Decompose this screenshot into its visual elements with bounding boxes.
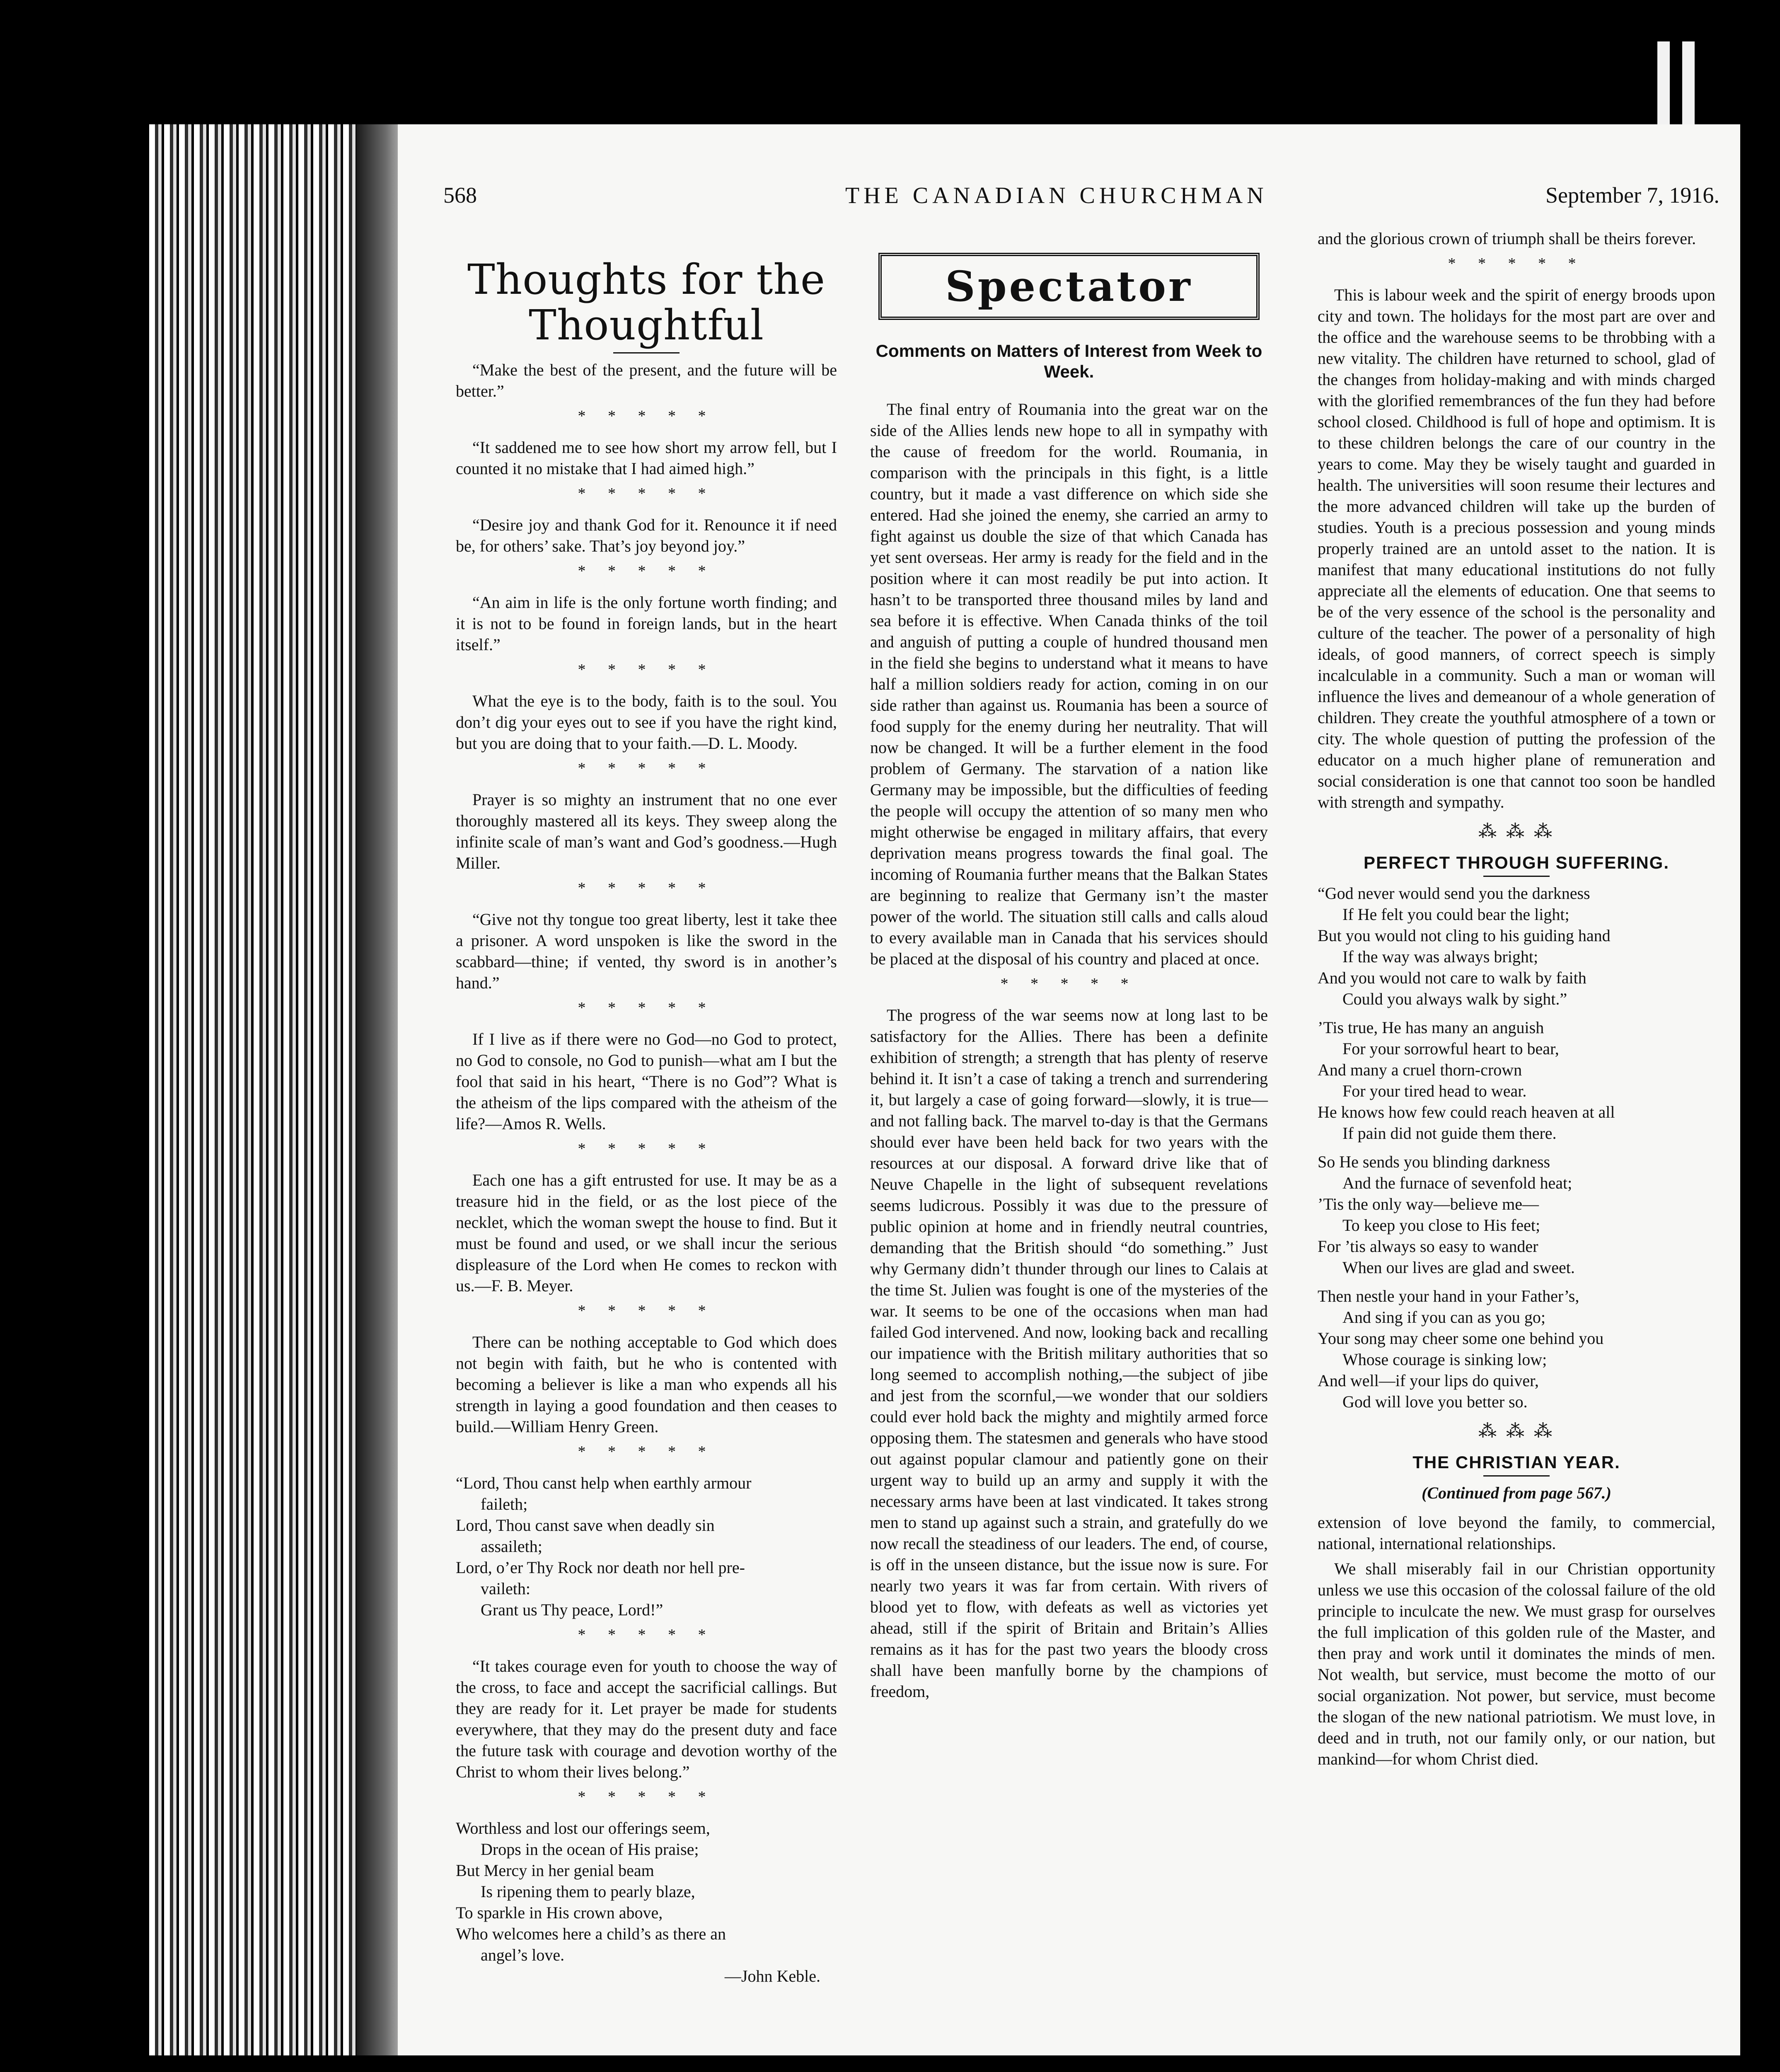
article-paragraph: This is labour week and the spirit of energy broods upon city and town. The holidays for the most part are over and the office and the warehouse seems to be throbbing with a new vitality. The children have returned to school, glad of the changes from holiday-making and with minds charged with the glorified remembrances of the fun they had before school closed. Childhood is full of hope and optimism. It is to these children belongs the care of our country in the years to come. May they be wisely taught and guarded in health. The universities will soon resume their lectures and the more advanced children will take up the burden of studies. Youth is a precious possession and young minds properly trained are an untold asset to the nation. It is manifest that many educational institutions do not fully appreciate all the elements of education. One that seems to be of the very essence of the school is the personality and culture of the teacher. The power of a personality of high ideals, of good manners, of correct speech is simply incalculable in a community. Such a man or woman will influence the lives and demeanour of a whole generation of children. They create the youthful atmosphere of a town or city. The whole question of putting the profession of the educator on a much higher plane of remuneration and social consideration is one that cannot too soon be handled with strength and sympathy. [1318, 286, 1715, 811]
article-paragraph: and the glorious crown of triumph shall be theirs forever. [1318, 229, 1696, 248]
star-separator: * * * * * [578, 760, 715, 777]
divider [613, 352, 680, 353]
poem-line: vaileth: [481, 1579, 530, 1598]
poem-line: To sparkle in His crown above, [456, 1903, 663, 1922]
star-separator: * * * * * [578, 1140, 715, 1157]
quote: “An aim in life is the only fortune worth finding; and it is not to be found in foreign lands, but in the heart itself.” [456, 593, 837, 654]
poem-line: Whose courage is sinking low; [1342, 1350, 1547, 1369]
poem-line: To keep you close to His feet; [1342, 1216, 1541, 1234]
divider [1483, 1475, 1550, 1477]
poem-line: Is ripening them to pearly blaze, [481, 1882, 695, 1901]
poem-line: God will love you better so. [1342, 1392, 1528, 1411]
poem-line: For your tired head to wear. [1342, 1082, 1527, 1100]
spectator-heading: Spectator [878, 253, 1260, 320]
article-paragraph: extension of love beyond the family, to commercial, national, international relationships. [1318, 1513, 1715, 1553]
poem-line: ’Tis true, He has many an anguish [1318, 1018, 1544, 1037]
poem-line: Then nestle your hand in your Father’s, [1318, 1287, 1579, 1305]
poem-line: For ’tis always so easy to wander [1318, 1237, 1538, 1256]
poem-line: If He felt you could bear the light; [1342, 905, 1570, 924]
book-page-edges [149, 124, 365, 2055]
poem-line: angel’s love. [481, 1946, 565, 1964]
poem-title: PERFECT THROUGH SUFFERING. [1363, 853, 1669, 872]
poem-line: And sing if you can as you go; [1342, 1308, 1545, 1326]
poem-line: And many a cruel thorn-crown [1318, 1060, 1522, 1079]
issue-date: September 7, 1916. [1545, 183, 1720, 208]
poem-line: And well—if your lips do quiver, [1318, 1371, 1539, 1390]
poem-line: Worthless and lost our offerings seem, [456, 1819, 710, 1837]
quote: Each one has a gift entrusted for use. It may be as a treasure hid in the field, or as the lost piece of the necklet, which the woman swept the house to find. But it must be found and used, or we shall incur the serious displeasure of the Lord when He comes to reckon with us.—F. B. Meyer. [456, 1171, 837, 1295]
star-separator: * * * * * [578, 1302, 715, 1319]
poem-line: Could you always walk by sight.” [1342, 990, 1567, 1008]
ornament-separator: ⁂ ⁂ ⁂ [1478, 821, 1555, 842]
star-separator: * * * * * [578, 661, 715, 678]
continued-note: (Continued from page 567.) [1422, 1484, 1611, 1502]
keble-poem [456, 1818, 837, 1965]
poem-line: When our lives are glad and sweet. [1342, 1258, 1575, 1277]
page-number: 568 [443, 183, 477, 208]
poem-attribution: —John Keble. [724, 1967, 820, 1985]
poem-line: Grant us Thy peace, Lord!” [481, 1600, 663, 1619]
star-separator: * * * * * [1448, 255, 1585, 272]
poem-line: He knows how few could reach heaven at all [1318, 1103, 1615, 1121]
poem-line: faileth; [481, 1495, 528, 1513]
quote: “Make the best of the present, and the future will be better.” [456, 361, 837, 400]
column-spectator [870, 249, 1268, 1706]
poem-line: Who welcomes here a child’s as there an [456, 1924, 726, 1943]
star-separator: * * * * * [1000, 975, 1138, 992]
poem-line: Lord, Thou canst save when deadly sin [456, 1516, 715, 1535]
lord-poem [456, 1472, 837, 1620]
poem-line: If pain did not guide them there. [1342, 1124, 1557, 1143]
star-separator: * * * * * [578, 1788, 715, 1806]
publication-title: THE CANADIAN CHURCHMAN [845, 183, 1268, 208]
poem-line: assaileth; [481, 1537, 542, 1556]
quote: “Desire joy and thank God for it. Renounce it if need be, for others’ sake. That’s joy beyond joy.” [456, 516, 837, 555]
poem-line: For your sorrowful heart to bear, [1342, 1039, 1559, 1058]
poem-line: “God never would send you the darkness [1318, 884, 1590, 903]
ornament-separator: ⁂ ⁂ ⁂ [1478, 1421, 1555, 1441]
poem-line: “Lord, Thou canst help when earthly armour [456, 1474, 752, 1492]
column-thoughts [456, 249, 837, 1987]
article-paragraph: The final entry of Roumania into the great war on the side of the Allies lends new hope to all in sympathy with the cause of freedom for the world. Roumania, in comparison with the principals in this fight, is a little country, but it made a vast difference on which side she entered. Had she joined the enemy, she carried an army to fight against us double the size of that which Canada has yet sent overseas. Her army is ready for the field and in the position where it can most readily be put into action. It hasn’t to be transported three thousand miles by land and sea before it is effective. When Canada thinks of the toil and anguish of putting a couple of hundred thousand men in the field she begins to understand what it means to have half a million soldiers ready for action, coming in on our side rather than against us. Roumania has been a source of food supply for the enemy during her neutrality. That will now be changed. It will be a further element in the food problem of Germany. The starvation of a nation like Germany may be impossible, but the difficulties of feeding the people will occupy the attention of so many men who might otherwise be engaged in military affairs, that every deprivation means progress towards the final goal. The incoming of Roumania further means that the Balkan States are beginning to realize that Germany isn’t the master power of the world. The situation still calls and calls aloud to every available man in Canada that his services should be placed at the disposal of his country and placed at once. [870, 400, 1268, 968]
spectator-subheading: Comments on Matters of Interest from Week to Week. [875, 341, 1262, 381]
column-right [1318, 228, 1715, 1774]
star-separator: * * * * * [578, 1443, 715, 1460]
article-paragraph: We shall miserably fail in our Christian opportunity unless we use this occasion of the colossal failure of the old principle to inculcate the new. We must grasp for ourselves the full implication of this golden rule of the Master, and then pray and work until it dominates the minds of men. Not wealth, but service, must become the motto of our social organization. Not power, but service, must become the slogan of the new national patriotism. We must love, in deed and in truth, not our family only, or our nation, but mankind—for whom Christ died. [1318, 1559, 1715, 1768]
quote: “It saddened me to see how short my arrow fell, but I counted it no mistake that I had aimed high.” [456, 438, 837, 478]
suffering-poem [1318, 883, 1715, 1412]
star-separator: * * * * * [578, 879, 715, 897]
section-heading: Thoughts for the Thoughtful [467, 255, 825, 349]
poem-line: Your song may cheer some one behind you [1318, 1329, 1604, 1348]
star-separator: * * * * * [578, 407, 715, 425]
star-separator: * * * * * [578, 999, 715, 1017]
star-separator: * * * * * [578, 562, 715, 580]
poem-line: Lord, o’er Thy Rock nor death nor hell pre- [456, 1558, 745, 1577]
quote: There can be nothing acceptable to God which does not begin with faith, but he who is contented with becoming a believer is like a man who expends all his strength in laying a good foundation and then ceases to build.—William Henry Green. [456, 1333, 837, 1436]
poem-line: So He sends you blinding darkness [1318, 1152, 1550, 1171]
quote: What the eye is to the body, faith is to the soul. You don’t dig your eyes out to see if you have the right kind, but you are doing that to your faith.—D. L. Moody. [456, 692, 837, 753]
star-separator: * * * * * [578, 1626, 715, 1644]
quote: “Give not thy tongue too great liberty, lest it take thee a prisoner. A word unspoken is like the sword in the scabbard—thine; if vented, thy sword is in another’s hand.” [456, 910, 837, 992]
article-paragraph: The progress of the war seems now at long last to be satisfactory for the Allies. There has been a definite exhibition of strength; a strength that has plenty of reserve behind it. It isn’t a case of taking a trench and surrendering it, but largely a case of going forward—slowly, it is true—and not falling back. The marvel to-day is that the Germans should ever have been held back for two years with the resources at our disposal. A forward drive like that of Neuve Chapelle in the light of subsequent revelations seems ludicrous. Possibly it was due to the pressure of public opinion at home and in friendly neutral countries, demanding that the British should “do something.” Just why Germany didn’t thunder through our lines to Calais at the time St. Julien was fought is one of the mysteries of the war. It seems to be one of the occasions when man had failed God intervened. And now, looking back and recalling our impatience with the British military authorities that so long seemed to accomplish nothing,—the subject of jibe and jest from the scornful,—we wonder that our soldiers could ever hold back the mighty and mightily armed force opposing them. The statesmen and generals who have stood out against popular clamour and patiently gone on their urgent way to build up an army and supply it with the necessary arms have been at last vindicated. It takes strong men to stand up against such a strain, and gratefully do we now recall the steadiness of our leaders. The end, of course, is off in the unseen distance, but the issue now is sure. For nearly two years it was far from certain. With rivers of blood yet to flow, with defeats as well as victories yet ahead, still if the spirit of Britain and Britain’s Allies remains as it has for the past two years the bloody cross shall have been manfully borne by the champions of freedom, [870, 1006, 1268, 1701]
poem-line: And the furnace of sevenfold heat; [1342, 1174, 1572, 1192]
poem-line: Drops in the ocean of His praise; [481, 1840, 699, 1859]
poem-line: ’Tis the only way—believe me— [1318, 1195, 1539, 1213]
poem-line: If the way was always bright; [1342, 947, 1538, 966]
divider [1483, 876, 1550, 877]
quote: “It takes courage even for youth to choose the way of the cross, to face and accept the sacrificial callings. But they are ready for it. Let prayer be made for students everywhere, that they may do the present duty and face the future task with courage and devotion worthy of the Christ to whom their lives belong.” [456, 1657, 837, 1781]
poem-line: But Mercy in her genial beam [456, 1861, 654, 1880]
poem-line: And you would not care to walk by faith [1318, 968, 1587, 987]
quote: Prayer is so mighty an instrument that no one ever thoroughly mastered all its keys. They sweep along the infinite scale of man’s want and God’s goodness.—Hugh Miller. [456, 790, 837, 872]
quote: If I live as if there were no God—no God to protect, no God to console, no God to punish—what am I but the fool that said in his heart, “There is no God”? What is the atheism of the lips compared with the atheism of the life?—Amos R. Wells. [456, 1030, 837, 1133]
poem-line: But you would not cling to his guiding hand [1318, 926, 1611, 945]
section-title: THE CHRISTIAN YEAR. [1412, 1452, 1620, 1472]
newspaper-page [398, 124, 1740, 2055]
star-separator: * * * * * [578, 485, 715, 502]
